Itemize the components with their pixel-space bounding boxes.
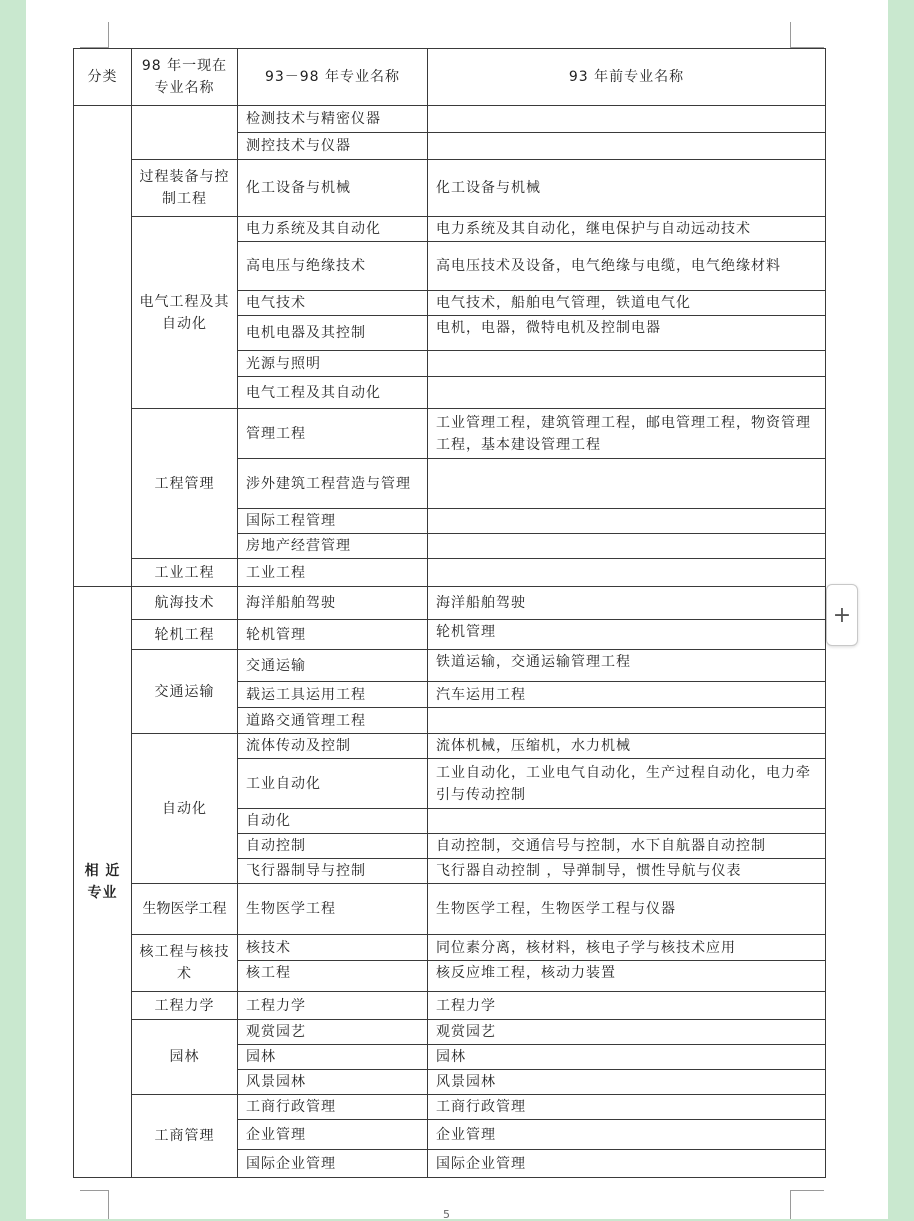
major-93-98-cell: 涉外建筑工程营造与管理: [238, 459, 428, 509]
major-98-cell: 工程管理: [132, 409, 238, 559]
major-pre-93-cell: 海洋船舶驾驶: [428, 587, 826, 620]
major-pre-93-cell: 同位素分离，核材料，核电子学与核技术应用: [428, 935, 826, 961]
major-93-98-cell: 高电压与绝缘技术: [238, 242, 428, 291]
table-row: [74, 217, 826, 242]
major-98-cell: 航海技术: [132, 587, 238, 620]
major-93-98-cell: 观赏园艺: [238, 1020, 428, 1045]
table-row: [74, 160, 826, 217]
table-row: [74, 620, 826, 650]
crop-mark: [108, 1190, 109, 1219]
major-93-98-cell: 光源与照明: [238, 351, 428, 377]
header-major-pre-93: 93 年前专业名称: [428, 49, 826, 106]
major-pre-93-cell: 化工设备与机械: [428, 160, 826, 217]
major-93-98-cell: 电气技术: [238, 291, 428, 316]
major-93-98-cell: 化工设备与机械: [238, 160, 428, 217]
major-93-98-cell: 检测技术与精密仪器: [238, 106, 428, 133]
major-pre-93-cell: 高电压技术及设备，电气绝缘与电缆，电气绝缘材料: [428, 242, 826, 291]
table-row: [74, 650, 826, 682]
crop-mark: [790, 1190, 791, 1219]
major-98-cell: 园林: [132, 1020, 238, 1095]
plus-icon: +: [832, 602, 852, 628]
major-pre-93-cell: [428, 809, 826, 834]
major-pre-93-cell: 工业自动化，工业电气自动化，生产过程自动化，电力牵引与传动控制: [428, 759, 826, 809]
major-98-cell: 生物医学工程: [132, 884, 238, 935]
major-93-98-cell: 工程力学: [238, 992, 428, 1020]
major-pre-93-cell: [428, 559, 826, 587]
major-pre-93-cell: 电机，电器，微特电机及控制电器: [428, 316, 826, 351]
major-93-98-cell: 电力系统及其自动化: [238, 217, 428, 242]
table-row: [74, 106, 826, 133]
major-pre-93-cell: 工程力学: [428, 992, 826, 1020]
major-93-98-cell: 园林: [238, 1045, 428, 1070]
crop-mark: [790, 1190, 824, 1191]
table-row: [74, 734, 826, 759]
major-98-cell: [132, 106, 238, 160]
major-93-98-cell: 管理工程: [238, 409, 428, 459]
table-row: [74, 992, 826, 1020]
header-category: 分类: [74, 49, 132, 106]
major-93-98-cell: 测控技术与仪器: [238, 133, 428, 160]
major-93-98-cell: 流体传动及控制: [238, 734, 428, 759]
add-button[interactable]: [826, 584, 858, 646]
major-93-98-cell: 国际工程管理: [238, 509, 428, 534]
major-93-98-cell: 房地产经营管理: [238, 534, 428, 559]
major-93-98-cell: 载运工具运用工程: [238, 682, 428, 708]
major-pre-93-cell: 核反应堆工程，核动力装置: [428, 961, 826, 992]
major-pre-93-cell: 电力系统及其自动化，继电保护与自动远动技术: [428, 217, 826, 242]
crop-mark: [790, 22, 791, 48]
major-pre-93-cell: 观赏园艺: [428, 1020, 826, 1045]
major-pre-93-cell: 工业管理工程，建筑管理工程，邮电管理工程，物资管理工程，基本建设管理工程: [428, 409, 826, 459]
major-93-98-cell: 核技术: [238, 935, 428, 961]
major-pre-93-cell: [428, 133, 826, 160]
major-93-98-cell: 企业管理: [238, 1120, 428, 1150]
major-pre-93-cell: 轮机管理: [428, 620, 826, 650]
crop-mark: [80, 1190, 108, 1191]
major-98-cell: 工商管理: [132, 1095, 238, 1178]
major-pre-93-cell: 风景园林: [428, 1070, 826, 1095]
major-pre-93-cell: [428, 377, 826, 409]
major-pre-93-cell: [428, 459, 826, 509]
major-93-98-cell: 电机电器及其控制: [238, 316, 428, 351]
major-98-cell: 电气工程及其自动化: [132, 217, 238, 409]
category-cell: [74, 106, 132, 587]
major-93-98-cell: 轮机管理: [238, 620, 428, 650]
major-pre-93-cell: 工商行政管理: [428, 1095, 826, 1120]
major-93-98-cell: 核工程: [238, 961, 428, 992]
table-row: [74, 587, 826, 620]
major-pre-93-cell: 电气技术，船舶电气管理，铁道电气化: [428, 291, 826, 316]
header-major-93-98: 93－98 年专业名称: [238, 49, 428, 106]
major-98-cell: 交通运输: [132, 650, 238, 734]
table-row: [74, 559, 826, 587]
category-cell-related-majors: 相 近 专业: [74, 587, 132, 1178]
major-98-cell: 工程力学: [132, 992, 238, 1020]
major-pre-93-cell: [428, 106, 826, 133]
table-row: [74, 935, 826, 961]
major-comparison-table: [73, 48, 826, 1178]
header-major-98-now: 98 年一现在专业名称: [132, 49, 238, 106]
crop-mark: [108, 22, 109, 48]
major-pre-93-cell: 企业管理: [428, 1120, 826, 1150]
major-93-98-cell: 电气工程及其自动化: [238, 377, 428, 409]
major-98-cell: 过程装备与控制工程: [132, 160, 238, 217]
major-93-98-cell: 飞行器制导与控制: [238, 859, 428, 884]
major-98-cell: 核工程与核技术: [132, 935, 238, 992]
major-93-98-cell: 工商行政管理: [238, 1095, 428, 1120]
table-row: [74, 409, 826, 459]
major-pre-93-cell: 国际企业管理: [428, 1150, 826, 1178]
major-pre-93-cell: [428, 534, 826, 559]
major-93-98-cell: 工业工程: [238, 559, 428, 587]
major-93-98-cell: 生物医学工程: [238, 884, 428, 935]
major-93-98-cell: 道路交通管理工程: [238, 708, 428, 734]
major-pre-93-cell: 飞行器自动控制 ，导弹制导，惯性导航与仪表: [428, 859, 826, 884]
table-header-row: [74, 49, 826, 106]
major-pre-93-cell: 汽车运用工程: [428, 682, 826, 708]
major-pre-93-cell: [428, 708, 826, 734]
major-93-98-cell: 国际企业管理: [238, 1150, 428, 1178]
major-98-cell: 轮机工程: [132, 620, 238, 650]
major-pre-93-cell: 流体机械，压缩机，水力机械: [428, 734, 826, 759]
major-93-98-cell: 自动控制: [238, 834, 428, 859]
major-pre-93-cell: 自动控制，交通信号与控制，水下自航器自动控制: [428, 834, 826, 859]
major-93-98-cell: 海洋船舶驾驶: [238, 587, 428, 620]
page-number: 5: [443, 1208, 450, 1221]
major-pre-93-cell: [428, 509, 826, 534]
major-pre-93-cell: 铁道运输，交通运输管理工程: [428, 650, 826, 682]
major-98-cell: 自动化: [132, 734, 238, 884]
major-93-98-cell: 风景园林: [238, 1070, 428, 1095]
major-pre-93-cell: [428, 351, 826, 377]
table-row: [74, 884, 826, 935]
major-93-98-cell: 交通运输: [238, 650, 428, 682]
table-row: [74, 1095, 826, 1120]
major-93-98-cell: 工业自动化: [238, 759, 428, 809]
major-pre-93-cell: 园林: [428, 1045, 826, 1070]
table-row: [74, 1020, 826, 1045]
major-98-cell: 工业工程: [132, 559, 238, 587]
major-93-98-cell: 自动化: [238, 809, 428, 834]
major-pre-93-cell: 生物医学工程，生物医学工程与仪器: [428, 884, 826, 935]
